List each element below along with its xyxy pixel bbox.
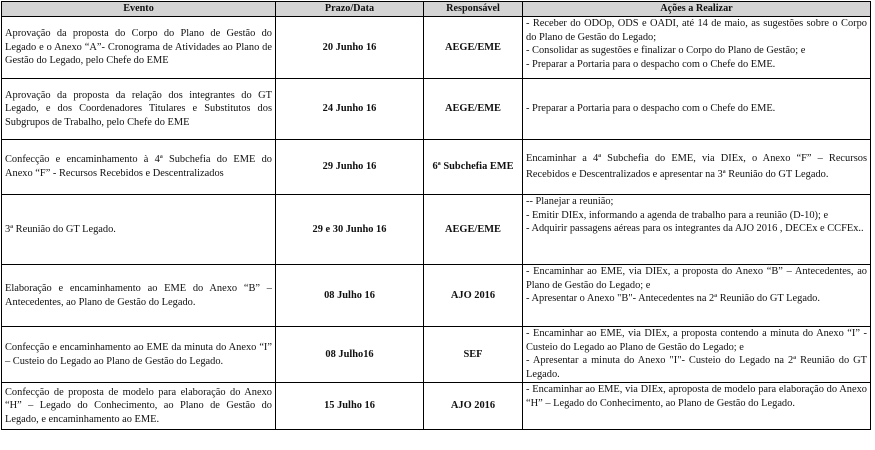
- acao-item: -- Planejar a reunião;: [526, 196, 614, 207]
- cell-evento: Aprovação da proposta do Corpo do Plano de Gestão do Legado e o Anexo “A”- Cronograma de Atividades ao Plano de Gestão do Legado, pelo Chefe do EME: [2, 17, 276, 79]
- cell-responsavel: AEGE/EME: [424, 195, 523, 265]
- table-row: [2, 140, 871, 195]
- cell-acoes: [523, 140, 871, 195]
- header-prazo: Prazo/Data: [276, 2, 424, 17]
- acao-item: Encaminhar a 4ª Subchefia do EME, via DIEx, o Anexo “F” – Recursos Recebidos e Descentralizados e apresentar na 3ª Reunião do GT Legado.: [526, 153, 867, 180]
- acao-item: - Preparar a Portaria para o despacho com o Chefe do EME.: [526, 58, 776, 70]
- cell-evento: 3ª Reunião do GT Legado.: [2, 195, 276, 265]
- acao-item: - Apresentar o Anexo "B"- Antecedentes na 2ª Reunião do GT Legado.: [526, 293, 820, 305]
- cell-responsavel: AJO 2016: [424, 265, 523, 327]
- acao-item: - Apresentar a minuta do Anexo "I"- Custeio do Legado na 2ª Reunião do GT Legado.: [526, 355, 867, 380]
- acao-item: - Encaminhar ao EME, via DIEx, a proposta contendo a minuta do Anexo “I” - Custeio do Legado ao Plano de Gestão do Legado; e: [526, 328, 867, 353]
- acao-item: - Encaminhar ao EME, via DIEx, a proposta do Anexo “B” – Antecedentes, ao Plano de Gestão do Legado; e: [526, 266, 867, 291]
- acao-item: - Adquirir passagens aéreas para os integrantes da AJO 2016 , DECEx e CCFEx..: [526, 223, 864, 235]
- cell-prazo: 29 e 30 Junho 16: [276, 195, 424, 265]
- table-row: [2, 265, 871, 327]
- cell-responsavel: AEGE/EME: [424, 17, 523, 79]
- cell-responsavel: AJO 2016: [424, 383, 523, 430]
- schedule-table: [1, 1, 871, 430]
- cell-acoes: [523, 383, 871, 430]
- cell-evento: Confecção de proposta de modelo para elaboração do Anexo “H” – Legado do Conhecimento, ao Plano de Gestão do Legado, e encaminhamento ao EME.: [2, 383, 276, 430]
- cell-evento: Aprovação da proposta da relação dos integrantes do GT Legado, e dos Coordenadores Titulares e Substitutos dos Subgrupos de Trabalho, pelo Chefe do EME: [2, 79, 276, 140]
- cell-prazo: 08 Julho 16: [276, 265, 424, 327]
- table-row: [2, 327, 871, 383]
- cell-evento: Confecção e encaminhamento ao EME da minuta do Anexo “I” – Custeio do Legado ao Plano de Gestão do Legado.: [2, 327, 276, 383]
- cell-acoes: [523, 17, 871, 79]
- cell-evento: Elaboração e encaminhamento ao EME do Anexo “B” – Antecedentes, ao Plano de Gestão do Legado.: [2, 265, 276, 327]
- acao-item: - Encaminhar ao EME, via DIEx, aproposta de modelo para elaboração do Anexo “H” – Legado do Conhecimento, ao Plano de Gestão do Legado.: [526, 384, 867, 409]
- acao-item: - Preparar a Portaria para o despacho com o Chefe do EME.: [526, 103, 776, 115]
- cell-responsavel: AEGE/EME: [424, 79, 523, 140]
- cell-responsavel: 6ª Subchefia EME: [424, 140, 523, 195]
- cell-acoes: [523, 195, 871, 265]
- cell-prazo: 15 Julho 16: [276, 383, 424, 430]
- table-header-row: [2, 2, 871, 17]
- cell-prazo: 08 Julho16: [276, 327, 424, 383]
- header-acoes: Ações a Realizar: [523, 2, 871, 17]
- cell-prazo: 29 Junho 16: [276, 140, 424, 195]
- cell-prazo: 24 Junho 16: [276, 79, 424, 140]
- cell-responsavel: SEF: [424, 327, 523, 383]
- cell-acoes: [523, 327, 871, 383]
- cell-acoes: [523, 79, 871, 140]
- acao-item: - Emitir DIEx, informando a agenda de trabalho para a reunião (D-10); e: [526, 209, 829, 221]
- cell-evento: Confecção e encaminhamento à 4ª Subchefia do EME do Anexo “F” - Recursos Recebidos e Descentralizados: [2, 140, 276, 195]
- header-responsavel: Responsável: [424, 2, 523, 17]
- table-row: [2, 79, 871, 140]
- table-row: [2, 383, 871, 430]
- cell-acoes: [523, 265, 871, 327]
- cell-prazo: 20 Junho 16: [276, 17, 424, 79]
- header-evento: Evento: [2, 2, 276, 17]
- acao-item: - Receber do ODOp, ODS e OADI, até 14 de maio, as sugestões sobre o Corpo do Plano de Gestão do Legado;: [526, 18, 867, 43]
- table-row: [2, 195, 871, 265]
- table-row: [2, 17, 871, 79]
- acao-item: - Consolidar as sugestões e finalizar o Corpo do Plano de Gestão; e: [526, 45, 806, 57]
